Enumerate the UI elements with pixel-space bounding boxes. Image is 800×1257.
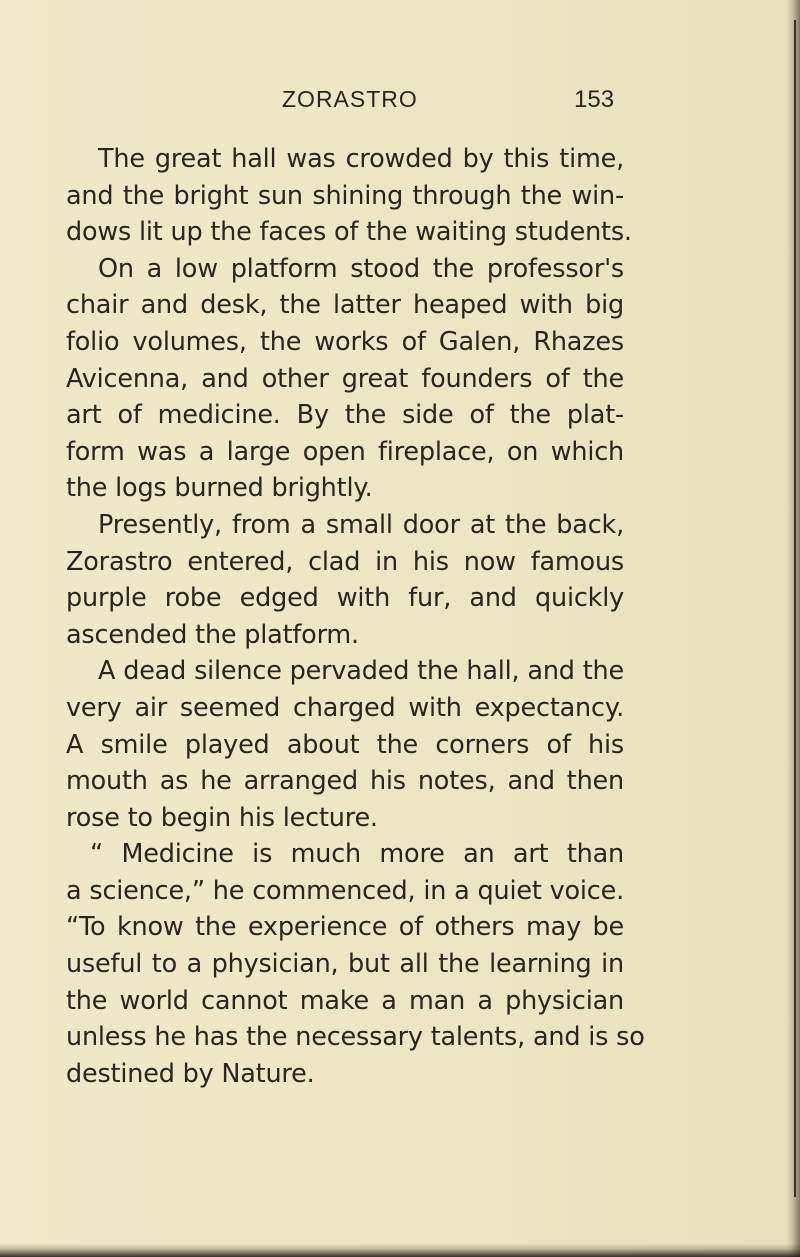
text-line: Presently, from a small door at the back, xyxy=(98,509,624,540)
text-line: a science,” he commenced, in a quiet voice. xyxy=(66,875,624,906)
text-line: Avicenna, and other great founders of the xyxy=(66,363,624,394)
text-line: “ Medicine is much more an art than xyxy=(90,839,624,870)
text-line: A dead silence pervaded the hall, and the xyxy=(98,656,624,687)
page-bottom-shadow xyxy=(0,1243,800,1257)
running-title: ZORASTRO xyxy=(282,86,418,112)
body-text xyxy=(66,141,645,1092)
text-line: the world cannot make a man a physician xyxy=(66,985,624,1016)
text-line: chair and desk, the latter heaped with big xyxy=(66,290,624,321)
text-line: On a low platform stood the professor's xyxy=(98,253,624,284)
text-line: useful to a physician, but all the learning in xyxy=(66,949,624,980)
text-line: “To know the experience of others may be xyxy=(66,912,624,943)
text-line: dows lit up the faces of the waiting students. xyxy=(66,217,632,248)
text-line: very air seemed charged with expectancy. xyxy=(66,692,624,723)
text-line: form was a large open fireplace, on which xyxy=(66,436,624,467)
page-edge-line xyxy=(794,20,796,1197)
text-line: The great hall was crowded by this time, xyxy=(98,144,624,174)
text-line: and the bright sun shining through the win- xyxy=(66,180,624,211)
text-line: destined by Nature. xyxy=(66,1058,315,1089)
text-line: art of medicine. By the side of the plat- xyxy=(66,400,624,431)
text-line: folio volumes, the works of Galen, Rhazes xyxy=(66,326,624,357)
text-line: mouth as he arranged his notes, and then xyxy=(66,766,624,797)
text-line: ascended the platform. xyxy=(66,619,359,650)
page-edge-shadow xyxy=(786,0,800,1257)
page-number: 153 xyxy=(574,86,615,113)
text-line: Zorastro entered, clad in his now famous xyxy=(66,546,624,577)
text-line: A smile played about the corners of his xyxy=(66,729,624,760)
text-line: rose to begin his lecture. xyxy=(66,802,378,833)
running-head xyxy=(0,86,800,126)
text-line: purple robe edged with fur, and quickly xyxy=(66,583,624,614)
text-line: the logs burned brightly. xyxy=(66,473,373,504)
text-line: unless he has the necessary talents, and is so xyxy=(66,1022,645,1053)
